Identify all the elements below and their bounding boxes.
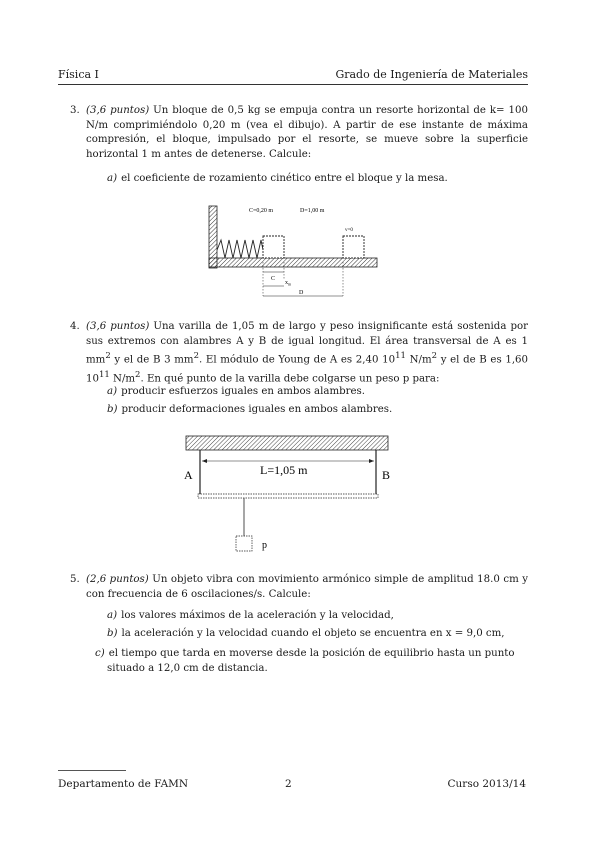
problem-5: [58, 573, 528, 602]
item-label: a): [107, 173, 118, 184]
ceiling: [186, 436, 388, 450]
problem-3-number: 3.: [70, 105, 80, 116]
item-label: b): [107, 404, 118, 415]
problem-4-text-3: . El módulo de Young de A es 2,40 10: [199, 354, 396, 366]
problem-4-text-5: y el de B es 1,60 10: [86, 354, 529, 385]
sup: 11: [395, 351, 406, 361]
header-degree: Grado de Ingeniería de Materiales: [335, 68, 528, 81]
problem-4-text-1: Una varilla de 1,05 m de largo y peso insignificante está sostenida por sus extremos con alambres A y B de igual longitud. El área transversal de A es 1 mm: [86, 321, 528, 366]
problem-4-points: (3,6 puntos): [86, 321, 150, 332]
item-label: a): [107, 610, 118, 621]
problem-5-points: (2,6 puntos): [86, 574, 149, 585]
spring-block-figure: [205, 200, 385, 302]
footer-year: Curso 2013/14: [447, 778, 526, 790]
problem-3: [58, 104, 528, 162]
problem-4-text-4: N/m: [405, 354, 432, 366]
item-label: b): [107, 628, 118, 639]
problem-5-item-b: [107, 627, 527, 642]
label-length: L=1,05 m: [260, 463, 308, 477]
label-c-small: C: [271, 276, 276, 282]
weight-block: [236, 536, 252, 551]
problem-5-item-c: [95, 647, 539, 676]
label-weight: p: [262, 540, 267, 551]
sup: 11: [98, 369, 110, 380]
arrow-right-icon: [369, 459, 374, 463]
header-course: Física I: [58, 68, 99, 81]
problem-3-points: (3,6 puntos): [86, 105, 150, 116]
problem-4-text-6: N/m: [109, 373, 136, 385]
label-d-small: D: [299, 290, 304, 296]
item-text: los valores máximos de la aceleración y la velocidad,: [121, 610, 394, 621]
label-compression: C=0,20 m: [249, 208, 274, 214]
header-rule: [58, 84, 528, 85]
sup: 2: [193, 351, 200, 361]
footer-rule: [58, 770, 126, 771]
label-x0: $x_m$: [285, 280, 292, 287]
item-label: a): [107, 386, 118, 397]
problem-4-text-2: y el de B 3 mm: [110, 354, 194, 366]
problem-4-item-a: [107, 385, 527, 400]
item-text: la aceleración y la velocidad cuando el objeto se encuentra en x = 9,0 cm,: [121, 628, 505, 639]
label-velocity: v=0: [345, 228, 353, 233]
label-distance: D=1,00 m: [300, 208, 325, 214]
rod-wires-figure: [176, 432, 408, 556]
problem-4-item-b: [107, 403, 527, 418]
problem-3-text: Un bloque de 0,5 kg se empuja contra un resorte horizontal de k= 100 N/m comprimiéndolo 0,20 m (vea el dibujo). A partir de ese instante de máxima compresión, el bloque, impulsado por el resorte, se mueve sobre la superficie horizontal 1 m antes de detenerse. Calcule:: [86, 105, 528, 160]
problem-4: [58, 320, 528, 387]
sup: 2: [431, 351, 438, 361]
item-label: c): [95, 648, 105, 659]
block-final: [343, 236, 364, 258]
spring: [217, 240, 263, 258]
label-wire-b: B: [382, 468, 391, 482]
problem-3-item-a: [107, 172, 527, 187]
arrow-left-icon: [202, 459, 207, 463]
item-text: producir esfuerzos iguales en ambos alambres.: [121, 386, 366, 397]
rod: [198, 494, 378, 498]
label-wire-a: A: [184, 468, 193, 482]
problem-5-item-a: [107, 609, 527, 624]
problem-5-text: Un objeto vibra con movimiento armónico simple de amplitud 18.0 cm y con frecuencia de 6 oscilaciones/s. Calcule:: [86, 574, 528, 600]
item-text: el tiempo que tarda en moverse desde la posición de equilibrio hasta un punto situado a 12,0 cm de distancia.: [107, 648, 515, 674]
footer-page-number: 2: [285, 778, 292, 790]
table-surface: [209, 258, 377, 267]
sup: 2: [105, 351, 111, 361]
item-text: el coeficiente de rozamiento cinético entre el bloque y la mesa.: [121, 173, 448, 184]
item-text: producir deformaciones iguales en ambos alambres.: [121, 404, 393, 415]
block-compressed: [263, 236, 284, 258]
problem-4-number: 4.: [70, 321, 80, 332]
footer-department: Departamento de FAMN: [58, 778, 189, 790]
problem-5-number: 5.: [70, 574, 80, 585]
problem-4-text-7: . En qué punto de la varilla debe colgarse un peso p para:: [140, 373, 440, 385]
sup: 2: [135, 369, 141, 380]
